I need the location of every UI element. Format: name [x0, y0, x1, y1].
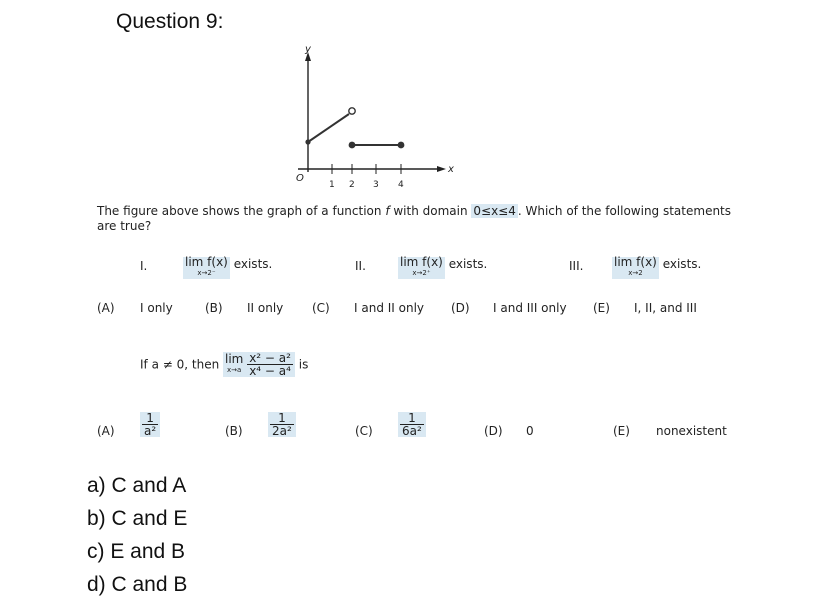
- choice-2-b-value: $\frac{1}{\text{2a²}}$: [268, 412, 296, 437]
- function-graph: [290, 44, 460, 194]
- statement-3: lim f(x) x→2 exists.: [614, 255, 702, 277]
- x-axis-label: x: [448, 164, 454, 175]
- choice-2-e-letter: (E): [613, 424, 630, 438]
- answer-option-d[interactable]: d) C and B: [87, 573, 188, 596]
- x-tick-2: 2: [349, 180, 355, 190]
- choice-2-b-letter: (B): [225, 424, 243, 438]
- limit-fraction: $\frac{\text{x² − a²}}{\text{x⁴ − a⁴}}$: [249, 351, 291, 378]
- choice-1-e-text: I, II, and III: [634, 301, 697, 315]
- choice-1-c-text: I and II only: [354, 301, 425, 315]
- choice-1-b-text: II only: [247, 301, 284, 315]
- x-tick-4: 4: [398, 180, 404, 190]
- question-prompt: The figure above shows the graph of a function f with domain 0≤x≤4 . Which of the following statements are true?: [97, 204, 732, 233]
- statement-3-numeral: III.: [569, 259, 584, 273]
- choice-1-d-letter: (D): [451, 301, 470, 315]
- answer-option-b[interactable]: b) C and E: [87, 507, 188, 530]
- choice-1-a-letter: (A): [97, 301, 115, 315]
- choice-1-a-text: I only: [140, 301, 173, 315]
- choice-2-c-value: $\frac{1}{\text{6a²}}$: [398, 412, 426, 437]
- choice-1-c-letter: (C): [312, 301, 330, 315]
- choice-2-d-text: 0: [526, 424, 534, 438]
- x-tick-3: 3: [373, 180, 379, 190]
- y-axis-label: y: [305, 44, 311, 55]
- statement-2: lim f(x) x→2⁺ exists.: [400, 255, 488, 277]
- choice-2-a-letter: (A): [97, 424, 115, 438]
- domain-expression: 0≤x≤4: [473, 204, 516, 218]
- choice-1-e-letter: (E): [593, 301, 610, 315]
- answer-option-c[interactable]: c) E and B: [87, 540, 186, 563]
- choice-1-b-letter: (B): [205, 301, 223, 315]
- question-2: If a ≠ 0, then lim x→a $\frac{\text{x² − a²}}{\text{x⁴ − a⁴}}$ is: [140, 351, 309, 378]
- choice-2-c-letter: (C): [355, 424, 373, 438]
- statement-1-numeral: I.: [140, 259, 148, 273]
- answer-option-a[interactable]: a) C and A: [87, 474, 187, 497]
- origin-label: O: [296, 173, 304, 184]
- choice-2-d-letter: (D): [484, 424, 503, 438]
- x-tick-1: 1: [329, 180, 335, 190]
- statement-1: lim f(x) x→2⁻ exists.: [185, 255, 273, 277]
- statement-2-numeral: II.: [355, 259, 366, 273]
- choice-2-a-value: $\frac{1}{\text{a²}}$: [140, 412, 160, 437]
- choice-2-e-text: nonexistent: [656, 424, 727, 438]
- choice-1-d-text: I and III only: [493, 301, 567, 315]
- question-title: Question 9:: [116, 10, 224, 33]
